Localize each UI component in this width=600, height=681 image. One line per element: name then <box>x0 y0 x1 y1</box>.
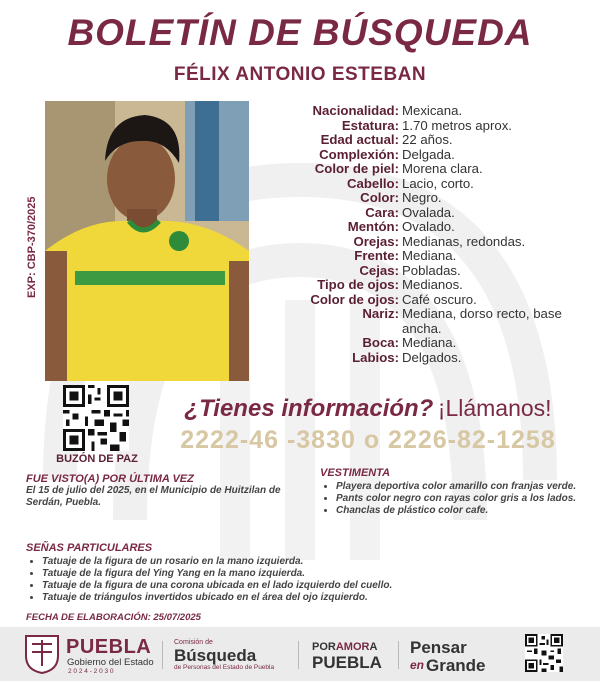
footer-years: 2 0 2 4 - 2 0 3 0 <box>68 668 114 675</box>
footer-bar <box>0 627 600 681</box>
clothing-heading: VESTIMENTA <box>320 467 391 479</box>
field-label: Orejas: <box>353 233 399 249</box>
field-label: Cara: <box>365 204 399 220</box>
field-label: Edad actual: <box>320 132 399 147</box>
field-value: Mexicana. <box>402 103 463 118</box>
field-label: Cejas: <box>359 262 399 278</box>
creation-date: FECHA DE ELABORACIÓN: 25/07/2025 <box>26 612 201 623</box>
field-label: Boca: <box>362 335 399 350</box>
mark-item: • Tatuaje de la figura del Ying Yang en la mano izquierda. <box>42 568 586 580</box>
field-label: Mentón: <box>347 219 399 234</box>
pensar-text: Pensar <box>410 638 467 657</box>
poramor-top <box>312 641 377 653</box>
mark-item: • Tatuaje de la figura de una corona ubicada en el lado izquierdo del cuello. <box>42 580 586 592</box>
field-row <box>290 104 590 119</box>
poramor-puebla: PUEBLA <box>312 653 382 672</box>
field-value: Mediana. <box>402 335 457 350</box>
field-label: Frente: <box>354 248 399 263</box>
field-value: 1.70 metros aprox. <box>402 117 512 133</box>
person-name: FÉLIX ANTONIO ESTEBAN <box>173 64 427 85</box>
field-row <box>290 336 590 351</box>
field-label: Nariz: <box>362 306 399 321</box>
field-row <box>290 119 590 134</box>
field-label: Cabello: <box>346 175 399 191</box>
last-seen-text: El 15 de julio del 2025, en el Municipio de Huitzilan de Serdán, Puebla. <box>26 485 281 508</box>
field-label: Color de piel: <box>314 161 399 176</box>
footer-qr-code[interactable] <box>525 634 563 672</box>
field-value: Ovalada. <box>402 204 455 220</box>
contact-prompt <box>148 395 588 423</box>
poramor-amor: AMOR <box>335 641 370 653</box>
poramor-a: A <box>369 641 378 653</box>
footer-divider <box>162 641 163 669</box>
buzon-label: BUZÓN DE PAZ <box>56 453 138 465</box>
field-row <box>290 133 590 148</box>
buzon-qr-code[interactable] <box>63 385 129 451</box>
comision-line1: Comisión de <box>174 639 213 646</box>
field-value: Medianos. <box>402 277 463 292</box>
field-row <box>290 351 590 366</box>
person-details <box>290 104 590 365</box>
field-label: Labios: <box>352 349 399 365</box>
field-value: Delgados. <box>402 349 462 365</box>
last-seen-section <box>26 473 306 509</box>
missing-person-photo <box>45 101 249 381</box>
contact-call: ¡Llámanos! <box>437 395 552 421</box>
field-value: Morena clara. <box>402 161 483 176</box>
comision-line3: de Personas del Estado de Puebla <box>174 664 275 671</box>
footer-divider <box>398 641 399 669</box>
field-value: Mediana, dorso recto, base ancha. <box>402 306 562 336</box>
field-value: Pobladas. <box>402 262 461 278</box>
clothing-section <box>320 467 588 517</box>
field-value: Mediana. <box>402 248 457 263</box>
field-label: Color de ojos: <box>310 291 399 307</box>
clothing-item: • Chanclas de plástico color cafe. <box>336 505 588 517</box>
field-row <box>290 206 590 221</box>
grande-text: Grande <box>426 656 486 675</box>
field-label: Color: <box>360 190 399 205</box>
phone-numbers[interactable]: 2222-46 -3830 o 2226-82-1258 <box>180 426 556 454</box>
field-row <box>290 278 590 293</box>
field-row <box>290 307 590 336</box>
field-value: Medianas, redondas. <box>402 233 526 249</box>
field-row <box>290 264 590 279</box>
field-label: Estatura: <box>341 117 399 133</box>
field-row <box>290 293 590 308</box>
footer-gobierno: Gobierno del Estado <box>67 657 154 668</box>
field-row <box>290 249 590 264</box>
marks-section <box>26 542 586 604</box>
field-value: Negro. <box>402 190 442 205</box>
field-value: 22 años. <box>402 132 453 147</box>
field-label: Tipo de ojos: <box>317 277 399 292</box>
field-row <box>290 220 590 235</box>
mark-item: • Tatuaje de triángulos invertidos ubicado en el área del ojo izquierdo. <box>42 592 586 604</box>
field-label: Nacionalidad: <box>312 103 399 118</box>
contact-question: ¿Tienes información? <box>184 395 434 422</box>
marks-heading: SEÑAS PARTICULARES <box>26 542 153 554</box>
field-row <box>290 177 590 192</box>
field-value: Café oscuro. <box>402 291 477 307</box>
field-value: Lacio, corto. <box>402 175 474 191</box>
footer-puebla: PUEBLA <box>66 636 152 658</box>
field-row <box>290 148 590 163</box>
state-shield-icon <box>24 634 60 674</box>
field-value: Ovalado. <box>402 219 455 234</box>
field-row <box>290 162 590 177</box>
bulletin-title: BOLETÍN DE BÚSQUEDA <box>67 12 533 53</box>
mark-item: • Tatuaje de la figura de un rosario en la mano izquierda. <box>42 556 586 568</box>
footer-divider <box>298 641 299 669</box>
field-row <box>290 191 590 206</box>
field-value: Delgada. <box>402 146 455 162</box>
field-label: Complexión: <box>319 146 399 162</box>
clothing-item: • Pants color negro con rayas color gris a los lados. <box>336 493 588 505</box>
last-seen-heading: FUE VISTO(A) POR ÚLTIMA VEZ <box>26 473 194 485</box>
poramor-por: POR <box>312 641 336 653</box>
comision-line2: Búsqueda <box>174 646 257 665</box>
field-row <box>290 235 590 250</box>
en-text: en <box>410 658 425 672</box>
expediente-number: EXP: CBP-370/2025 <box>26 196 38 298</box>
clothing-item: • Playera deportiva color amarillo con franjas verde. <box>336 481 588 493</box>
